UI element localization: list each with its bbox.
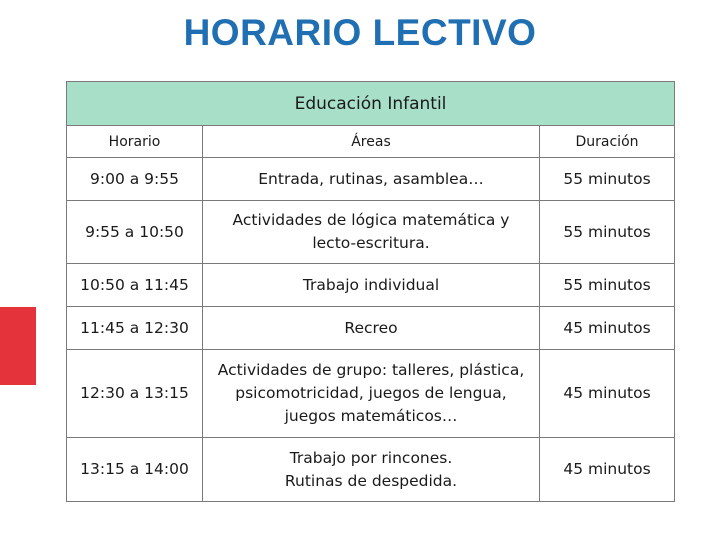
- areas-line: Entrada, rutinas, asamblea…: [258, 169, 484, 188]
- duracion-cell: 55 minutos: [540, 264, 675, 307]
- areas-cell: [203, 438, 540, 502]
- areas-line: psicomotricidad, juegos de lengua,: [235, 384, 507, 402]
- table-row: [67, 201, 675, 264]
- table-row: [67, 438, 675, 502]
- column-header-duracion: Duración: [540, 126, 675, 158]
- areas-line: Recreo: [344, 318, 398, 337]
- column-header-areas: Áreas: [203, 126, 540, 158]
- areas-line: Actividades de lógica matemática y: [232, 211, 510, 229]
- areas-line: Rutinas de despedida.: [284, 471, 458, 490]
- duracion-cell: 45 minutos: [540, 438, 675, 502]
- horario-cell: 9:00 a 9:55: [67, 158, 203, 201]
- areas-line: lecto-escritura.: [312, 234, 430, 252]
- areas-cell: [203, 158, 540, 201]
- duracion-cell: 55 minutos: [540, 158, 675, 201]
- red-accent-bar: [0, 307, 36, 385]
- table-row: [67, 158, 675, 201]
- table-row: [67, 307, 675, 350]
- horario-cell: 11:45 a 12:30: [67, 307, 203, 350]
- areas-line: Trabajo por rincones.: [289, 448, 453, 467]
- column-header-horario: Horario: [67, 126, 203, 158]
- page-title: HORARIO LECTIVO: [183, 12, 537, 53]
- areas-cell: [203, 307, 540, 350]
- areas-cell: [203, 264, 540, 307]
- duracion-cell: 55 minutos: [540, 201, 675, 264]
- duracion-cell: 45 minutos: [540, 307, 675, 350]
- areas-line: Trabajo individual: [302, 275, 440, 294]
- horario-cell: 12:30 a 13:15: [67, 350, 203, 438]
- table-row: [67, 350, 675, 438]
- horario-cell: 9:55 a 10:50: [67, 201, 203, 264]
- horario-cell: 10:50 a 11:45: [67, 264, 203, 307]
- areas-line: juegos matemáticos…: [284, 407, 458, 425]
- table-row: [67, 264, 675, 307]
- section-header: Educación Infantil: [67, 82, 675, 126]
- areas-line: Actividades de grupo: talleres, plástica,: [217, 361, 525, 379]
- areas-cell: [203, 350, 540, 438]
- horario-cell: 13:15 a 14:00: [67, 438, 203, 502]
- areas-cell: [203, 201, 540, 264]
- duracion-cell: 45 minutos: [540, 350, 675, 438]
- schedule-table: [66, 81, 675, 502]
